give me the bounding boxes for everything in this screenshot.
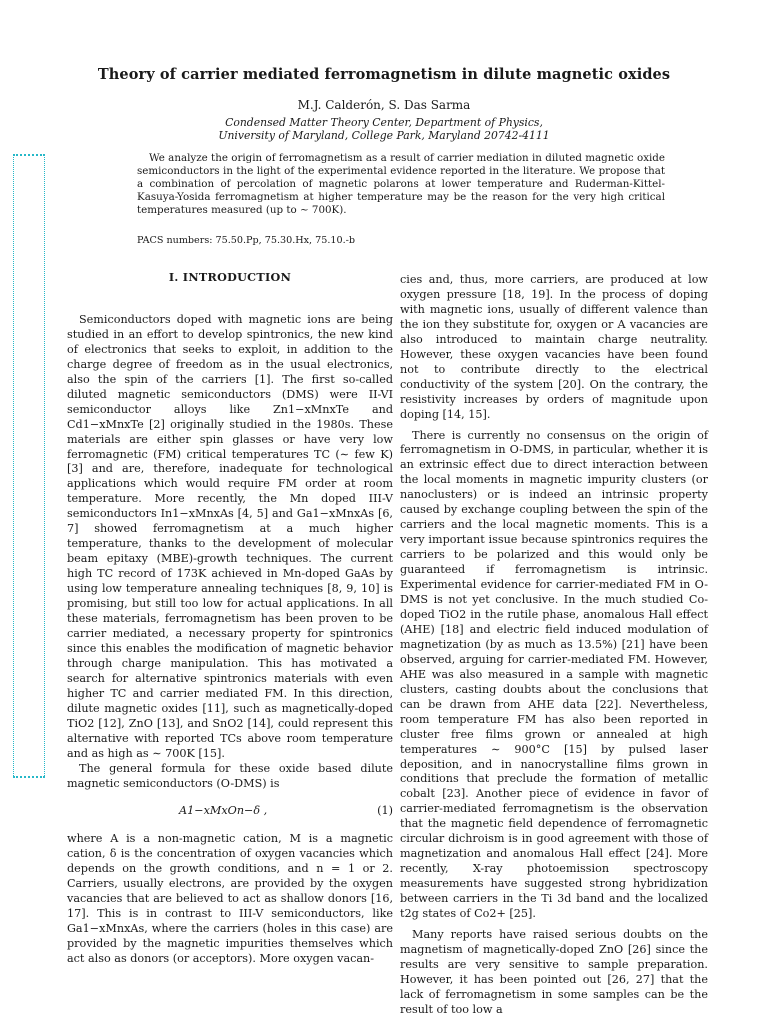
- right-paragraph-2: There is currently no consensus on the origin of ferromagnetism in O-DMS, in particular, whether it is an extrinsic effect due to direct interaction between the local moments in magnetic impurity clusters (or nanoclusters) or is indeed an intrinsic property caused by exchange coupling between the spin of the carriers and the local magnetic moments. This is a very important issue because spintronics requires the carriers to be polarized and this would only be guaranteed if ferromagnetism is intrinsic. Experimental evidence for carrier-mediated FM in O-DMS is not yet conclusive. In the much studied Co-doped TiO2 in the rutile phase, anomalous Hall effect (AHE) [18] and electric field induced modulation of magnetization (by as much as 13.5%) [21] have been observed, arguing for carrier-mediated FM. However, AHE was also measured in a sample with magnetic clusters, casting doubts about the conclusions that can be drawn from AHE data [22]. Nevertheless, room temperature FM has also been reported in cluster free films grown or annealed at high temperatures ∼ 900°C [15] by pulsed laser deposition, and in nanocrystalline films grown in conditions that preclude the formation of metallic cobalt [23]. Another piece of evidence in favor of carrier-mediated ferromagnetism is the observation that the magnetic field dependence of ferromagnetic circular dichroism is in good agreement with those of magnetization and anomalous Hall effect [24]. More recently, X-ray photoemission spectroscopy measurements have suggested strong hybridization between carriers in the Ti 3d band and the localized t2g states of Co2+ [25].: [400, 428, 708, 921]
- affiliation-line-2: University of Maryland, College Park, Maryland 20742-4111: [218, 129, 550, 142]
- abstract: We analyze the origin of ferromagnetism as a result of carrier mediation in diluted magnetic oxide semiconductors in the light of the experimental evidence reported in the literature. We propose that a combination of percolation of magnetic polarons at lower temperature and Ruderman-Kittel-Kasuya-Yosida ferromagnetism at higher temperature may be the reason for the very high critical temperatures measured (up to ∼ 700K).: [137, 152, 665, 217]
- arxiv-margin-stamp: [13, 154, 45, 778]
- intro-paragraph-2: The general formula for these oxide based dilute magnetic semiconductors (O-DMS) is: [67, 761, 393, 790]
- intro-paragraph-1: Semiconductors doped with magnetic ions are being studied in an effort to develop spintronics, the new kind of electronics that seeks to exploit, in addition to the charge degree of freedom as in the usual electronics, also the spin of the carriers [1]. The first so-called diluted magnetic semiconductors (DMS) were II-VI semiconductor alloys like Zn1−xMnxTe and Cd1−xMnxTe [2] originally studied in the 1980s. These materials are either spin glasses or have very low ferromagnetic (FM) critical temperatures TC (∼ few K) [3] and are, therefore, inadequate for technological applications which would require FM order at room temperature. More recently, the Mn doped III-V semiconductors In1−xMnxAs [4, 5] and Ga1−xMnxAs [6, 7] showed ferromagnetism at a much higher temperature, thanks to the development of molecular beam epitaxy (MBE)-growth techniques. The current high TC record of 173K achieved in Mn-doped GaAs by using low temperature annealing techniques [8, 9, 10] is promising, but still too low for actual applications. In all these materials, ferromagnetism has been proven to be carrier mediated, a necessary property for spintronics since this enables the modification of magnetic behavior through charge manipulation. This has motivated a search for alternative spintronics materials with even higher TC and carrier mediated FM. In this direction, dilute magnetic oxides [11], such as magnetically-doped TiO2 [12], ZnO [13], and SnO2 [14], could represent this alternative with reported TCs above room temperature and as high as ∼ 700K [15].: [67, 312, 393, 760]
- section-heading: I. INTRODUCTION: [168, 270, 292, 284]
- paper-title: Theory of carrier mediated ferromagnetism in dilute magnetic oxides: [97, 66, 671, 83]
- affiliation-line-1: Condensed Matter Theory Center, Department of Physics,: [225, 116, 543, 129]
- left-column: [67, 270, 393, 967]
- equation-formula: A1−xMxOn−δ ,: [179, 804, 268, 818]
- equation-1: [67, 804, 393, 819]
- paper-authors: M.J. Calderón, S. Das Sarma: [297, 98, 471, 112]
- right-paragraph-1: cies and, thus, more carriers, are produced at low oxygen pressure [18, 19]. In the process of doping with magnetic ions, usually of different valence than the ion they substitute for, oxygen or A vacancies are also introduced to maintain charge neutrality. However, these oxygen vacancies have been found not to contribute directly to the electrical conductivity of the system [20]. On the contrary, the resistivity increases by orders of magnitude upon doping [14, 15].: [400, 273, 708, 421]
- right-paragraph-3: Many reports have raised serious doubts on the magnetism of magnetically-doped ZnO [26] since the results are very sensitive to sample preparation. However, it has been pointed out [26, 27] that the lack of ferromagnetism in some samples can be the result of too low a: [400, 927, 708, 1016]
- pacs-numbers: PACS numbers: 75.50.Pp, 75.30.Hx, 75.10.-b: [137, 235, 356, 246]
- right-column: [400, 273, 708, 1018]
- intro-paragraph-3: where A is a non-magnetic cation, M is a magnetic cation, δ is the concentration of oxygen vacancies which depends on the growth conditions, and n = 1 or 2. Carriers, usually electrons, are provided by the oxygen vacancies that are believed to act as shallow donors [16, 17]. This is in contrast to III-V semiconductors, like Ga1−xMnxAs, where the carriers (holes in this case) are provided by the magnetic impurities themselves which act also as donors (or acceptors). More oxygen vacan-: [67, 832, 393, 966]
- equation-number: (1): [377, 804, 393, 818]
